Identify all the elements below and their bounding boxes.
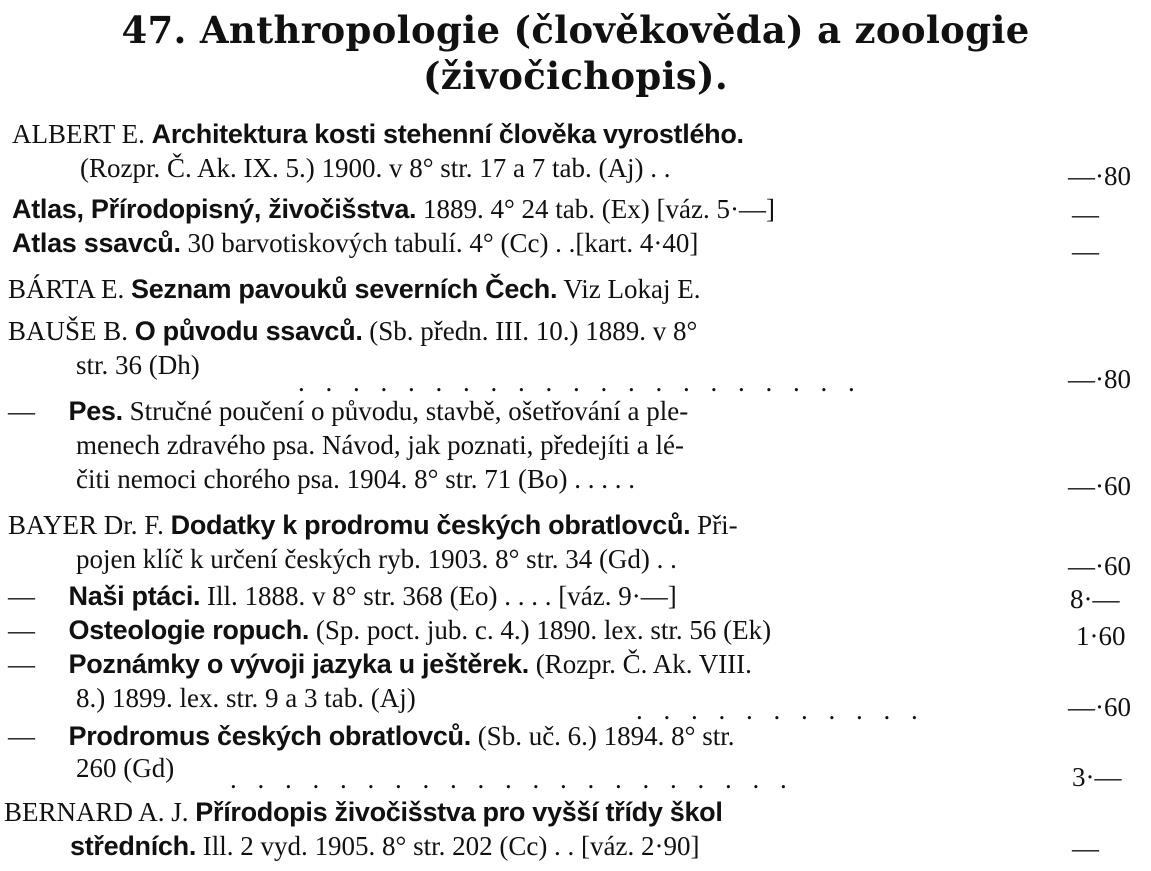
entry-price: 1·60 [1076,621,1126,651]
leader-dots: . . . . . . . . . . . [636,695,925,725]
section-heading-line-2: (živočichopis). [422,54,729,98]
entry-detail: Ill. 1888. v 8° str. 368 (Eo) . . . . [váz. 9·—] [207,581,677,611]
entry-detail-2: 260 (Gd) [76,753,175,783]
entry-detail-3: čiti nemoci chorého psa. 1904. 8° str. 71 (Bo) . . . . . [76,464,635,494]
entry-osteologie-ropuch [8,614,771,646]
entry-dash: — [8,649,35,679]
entry-detail-2: pojen klíč k určení českých ryb. 1903. 8° str. 34 (Gd) . . [76,544,677,574]
entry-detail: Ill. 2 vyd. 1905. 8° str. 202 (Cc) . . [váz. 2·90] [202,831,700,861]
entry-detail: 1889. 4° 24 tab. (Ex) [váz. 5·—] [423,194,775,224]
entry-bayer-line-1 [8,509,738,541]
entry-dash: — [8,615,35,645]
leader-dots: . . . . . . . . . . . . . . . . . . . . . [230,764,794,794]
entry-title: O původu ssavců. [134,316,363,346]
entry-author: ALBERT E. [12,119,145,149]
entry-title: Osteologie ropuch. [68,615,310,645]
entry-barta [8,273,701,305]
entry-prodromus-line-2 [76,752,174,784]
entry-detail: Viz Lokaj E. [563,274,701,304]
entry-dash: — [8,396,35,426]
entry-author: BERNARD A. J. [4,797,189,827]
entry-detail: (Rozpr. Č. Ak. IX. 5.) 1900. v 8° str. 17 a 7 tab. (Aj) . . [80,153,671,183]
entry-prodromus-line-1 [8,720,734,752]
entry-author: BÁRTA E. [8,274,125,304]
entry-price: 8·— [1070,584,1120,614]
entry-title: Prodromus českých obratlovců. [68,721,471,751]
entry-detail: (Sp. poct. jub. c. 4.) 1890. lex. str. 56 (Ek) [315,615,772,645]
entry-title: Seznam pavouků severních Čech. [130,274,558,304]
entry-title: Architektura kosti stehenní člověka vyrostlého. [151,119,744,149]
entry-poznamky-line-1 [8,648,752,680]
entry-bernard-line-2 [70,830,700,862]
entry-title: Pes. [68,396,123,426]
entry-price: — [1072,199,1099,229]
entry-title: Atlas, Přírodopisný, živočišstva. [12,194,417,224]
entry-title: Dodatky k prodromu českých obratlovců. [170,510,691,540]
entry-detail-2: 8.) 1899. lex. str. 9 a 3 tab. (Aj) [76,683,416,713]
entry-pes-line-1 [8,395,688,427]
entry-bause-line-1 [8,315,697,347]
entry-price: —·80 [1068,161,1131,191]
entry-price: —·60 [1068,471,1131,501]
entry-title: Přírodopis živočišstva pro vyšší třídy škol [195,797,723,827]
entry-price: —·80 [1068,364,1131,394]
entry-price: —·60 [1068,692,1131,722]
entry-title: Naši ptáci. [68,581,201,611]
entry-dash: — [8,581,35,611]
entry-bause-line-2 [76,349,200,381]
entry-title: Poznámky o vývoji jazyka u ještěrek. [68,649,529,679]
entry-author: BAYER Dr. F. [8,510,164,540]
section-heading-line-1: 47. Anthropologie (člověkověda) a zoologie [121,8,1030,52]
entry-detail: 30 barvotiskových tabulí. 4° (Cc) . .[kart. 4·40] [187,228,699,258]
entry-title-2: středních. [70,831,197,861]
entry-detail: (Sb. uč. 6.) 1894. 8° str. [477,721,735,751]
entry-author: BAUŠE B. [8,316,129,346]
entry-detail-2: str. 36 (Dh) [76,350,200,380]
entry-title: Atlas ssavců. [12,228,181,258]
entry-price: — [1072,236,1099,266]
entry-dash: — [8,721,35,751]
entry-albert-line-1 [12,118,744,150]
entry-detail: (Sb. předn. III. 10.) 1889. v 8° [369,316,698,346]
entry-price: —·60 [1068,551,1131,581]
entry-detail: Při- [697,510,738,540]
entry-price: — [1072,833,1099,863]
entry-poznamky-line-2 [76,682,416,714]
entry-bernard-line-1 [4,796,723,828]
entry-detail: Stručné poučení o původu, stavbě, ošetřování a ple- [129,396,689,426]
entry-detail: (Rozpr. Č. Ak. VIII. [535,649,752,679]
leader-dots: . . . . . . . . . . . . . . . . . . . . . [298,367,862,397]
entry-atlas-prirodopisny [12,193,775,225]
entry-atlas-ssavcu [12,227,698,259]
entry-nasi-ptaci [8,580,677,612]
entry-detail-2: menech zdravého psa. Návod, jak poznati, předejíti a lé- [76,430,685,460]
entry-price: 3·— [1072,762,1122,792]
